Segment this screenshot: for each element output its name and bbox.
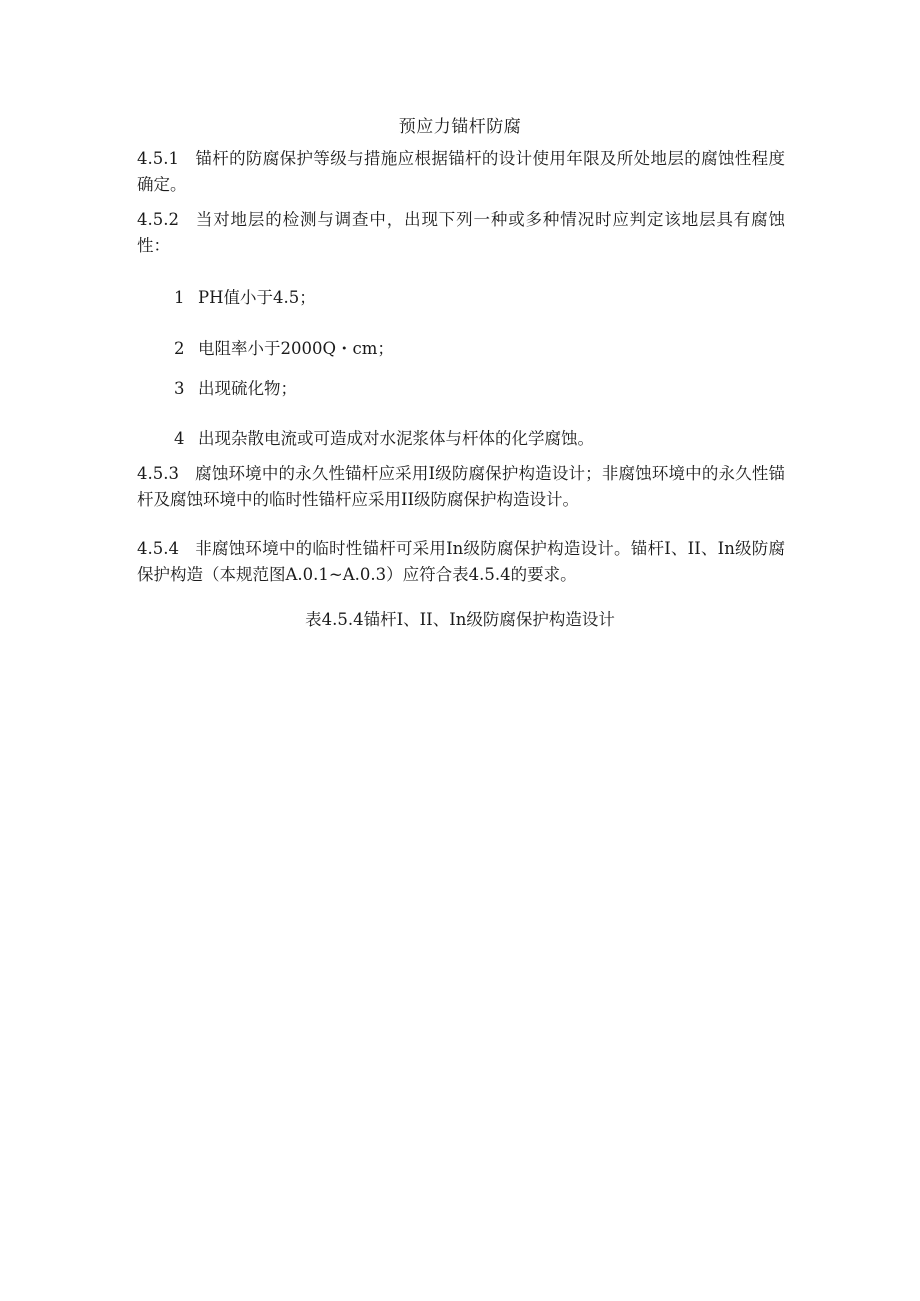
clause-number: 4.5.3 [137, 464, 179, 483]
clause-text: 腐蚀环境中的永久性锚杆应采用I级防腐保护构造设计；非腐蚀环境中的永久性锚杆及腐蚀环境中的临时性锚杆应采用II级防腐保护构造设计。 [137, 464, 785, 509]
list-item [174, 336, 394, 362]
clause-number: 4.5.4 [137, 539, 179, 558]
list-item [174, 376, 297, 402]
table-caption: 表4.5.4锚杆I、II、In级防腐保护构造设计 [305, 610, 615, 629]
clause-4-5-1 [137, 146, 785, 198]
item-text: PH值小于4.5； [198, 288, 316, 307]
section-title: 预应力锚杆防腐 [398, 117, 522, 137]
item-number: 4 [174, 429, 185, 448]
item-number: 3 [174, 379, 185, 398]
clause-4-5-4 [137, 536, 785, 588]
item-text: 出现硫化物； [198, 379, 297, 398]
list-item [174, 285, 316, 311]
clause-number: 4.5.1 [137, 149, 179, 168]
list-item [174, 426, 594, 452]
item-text: 出现杂散电流或可造成对水泥浆体与杆体的化学腐蚀。 [198, 429, 594, 448]
clause-text: 当对地层的检测与调查中，出现下列一种或多种情况时应判定该地层具有腐蚀性： [137, 210, 785, 255]
clause-text: 锚杆的防腐保护等级与措施应根据锚杆的设计使用年限及所处地层的腐蚀性程度确定。 [137, 149, 785, 194]
item-number: 1 [174, 288, 185, 307]
item-number: 2 [174, 339, 185, 358]
clause-4-5-2 [137, 207, 785, 259]
clause-text: 非腐蚀环境中的临时性锚杆可采用In级防腐保护构造设计。锚杆I、II、In级防腐保护构造（本规范图A.0.1~A.0.3）应符合表4.5.4的要求。 [137, 539, 785, 584]
clause-4-5-3 [137, 461, 785, 513]
item-text: 电阻率小于2000Q・cm； [198, 339, 394, 358]
clause-number: 4.5.2 [137, 210, 179, 229]
